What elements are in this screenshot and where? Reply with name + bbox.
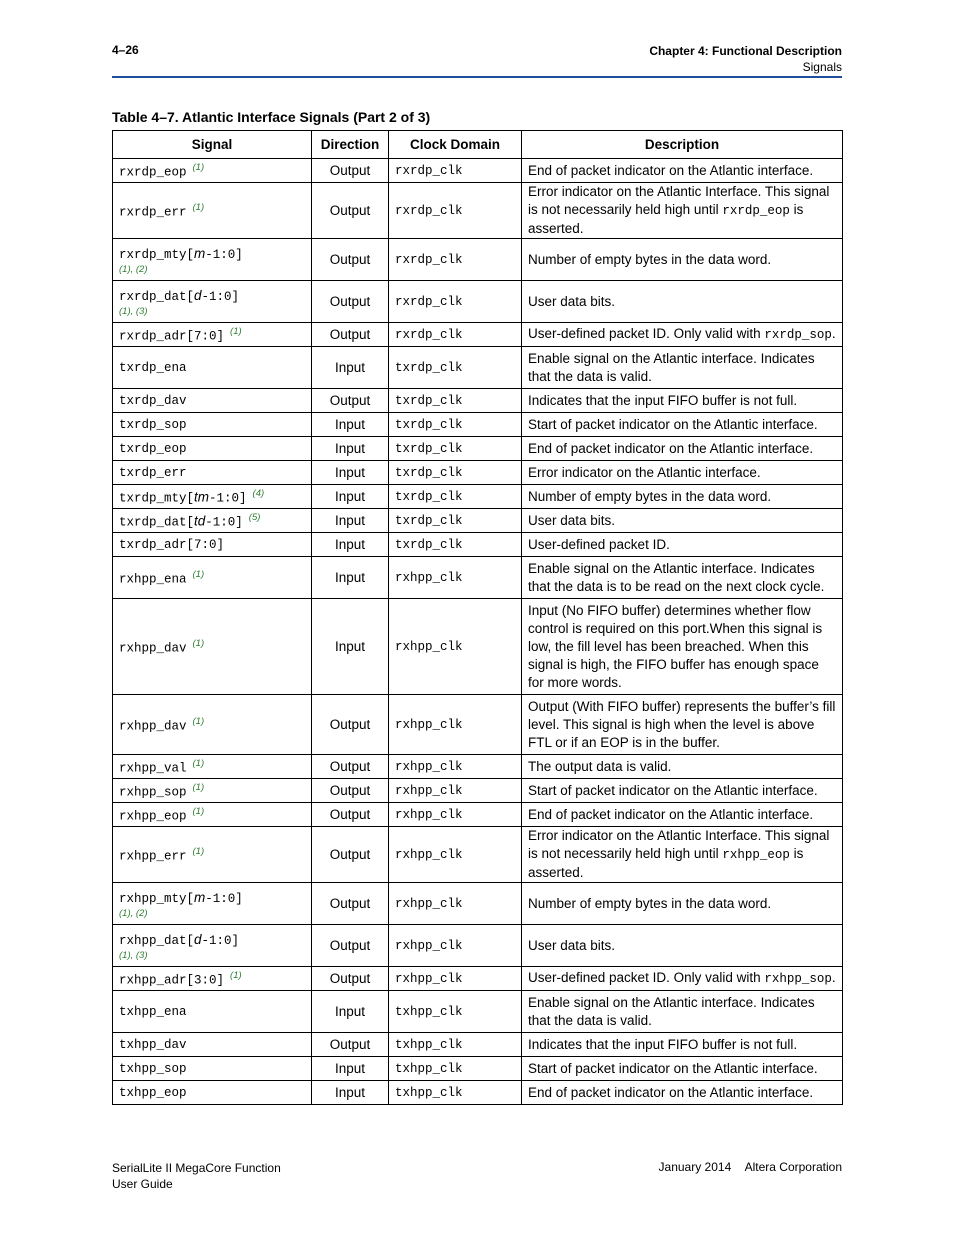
- clock-domain-cell: [389, 159, 522, 183]
- table-row: [113, 159, 843, 183]
- description-text: Input (No FIFO buffer) determines whether flow control is required on this port.When this signal is low, the fill level has been breached. When this signal is high, the FIFO buffer has enough space for more words.: [528, 602, 823, 690]
- table-caption: Table 4–7. Atlantic Interface Signals (Part 2 of 3): [112, 109, 431, 125]
- description-text: The output data is valid.: [528, 758, 672, 774]
- signal-name: txrdp_sop: [119, 418, 187, 432]
- description-code: rxhpp_sop: [764, 972, 832, 986]
- description-cell: [522, 1081, 843, 1105]
- footnote-ref: (1): [230, 326, 242, 338]
- signal-name: rxhpp_adr[3:0]: [119, 973, 225, 988]
- signal-name: rxrdp_mty[: [119, 247, 195, 262]
- description-cell: [522, 1033, 843, 1057]
- description-code: rxrdp_eop: [722, 204, 790, 218]
- signal-range: -1:0]: [201, 289, 240, 304]
- clock-domain-cell: [389, 183, 522, 239]
- description-cell: [522, 925, 843, 967]
- clock-domain-cell: [389, 755, 522, 779]
- clock-domain: rxhpp_clk: [395, 640, 463, 654]
- signals-table: [112, 130, 843, 1105]
- signal-name: txhpp_eop: [119, 1086, 187, 1100]
- description-cell: [522, 803, 843, 827]
- clock-domain-cell: [389, 485, 522, 509]
- page-number: 4–26: [112, 43, 139, 57]
- signal-cell: [113, 533, 312, 557]
- clock-domain-cell: [389, 925, 522, 967]
- footer-right: [659, 1160, 842, 1174]
- signal-name: rxhpp_dav: [119, 719, 187, 734]
- section-title: Signals: [802, 60, 842, 74]
- signal-cell: [113, 599, 312, 695]
- description-code: rxhpp_eop: [722, 848, 790, 862]
- doc-title: SerialLite II MegaCore Function: [112, 1161, 281, 1175]
- table-row: [113, 323, 843, 347]
- table-row: [113, 1081, 843, 1105]
- clock-domain: rxrdp_clk: [395, 164, 463, 178]
- description-text: Error indicator on the Atlantic interface.: [528, 464, 761, 480]
- direction-cell: Input: [312, 347, 389, 389]
- signal-cell: [113, 695, 312, 755]
- table-row: [113, 557, 843, 599]
- direction-cell: Output: [312, 695, 389, 755]
- clock-domain-cell: [389, 883, 522, 925]
- table-row: [113, 533, 843, 557]
- direction-cell: Output: [312, 803, 389, 827]
- description-cell: [522, 827, 843, 883]
- signal-cell: [113, 1081, 312, 1105]
- signal-name: txhpp_sop: [119, 1062, 187, 1076]
- description-cell: [522, 281, 843, 323]
- description-text: Enable signal on the Atlantic interface. Indicates that the data is valid.: [528, 994, 815, 1028]
- description-cell: [522, 695, 843, 755]
- table-row: [113, 967, 843, 991]
- clock-domain: rxhpp_clk: [395, 784, 463, 798]
- description-text: Indicates that the input FIFO buffer is not full.: [528, 1036, 798, 1052]
- table-row: [113, 183, 843, 239]
- description-cell: [522, 991, 843, 1033]
- table-header-row: [113, 131, 843, 159]
- direction-cell: Input: [312, 437, 389, 461]
- clock-domain: rxrdp_clk: [395, 253, 463, 267]
- clock-domain-cell: [389, 437, 522, 461]
- signal-cell: [113, 323, 312, 347]
- description-text-end: .: [831, 326, 836, 341]
- signal-range: -1:0]: [205, 891, 243, 906]
- signal-name: txhpp_ena: [119, 1005, 187, 1019]
- table-row: [113, 695, 843, 755]
- clock-domain: rxhpp_clk: [395, 848, 463, 862]
- direction-cell: Output: [312, 159, 389, 183]
- signal-cell: [113, 925, 312, 967]
- signal-width-variable: td: [194, 513, 206, 529]
- signal-cell: [113, 413, 312, 437]
- signal-name: txhpp_dav: [119, 1038, 187, 1052]
- doc-subtitle: User Guide: [112, 1177, 173, 1191]
- direction-cell: Input: [312, 1081, 389, 1105]
- table-row: [113, 509, 843, 533]
- table-row: [113, 1057, 843, 1081]
- description-text: Start of packet indicator on the Atlantic interface.: [528, 1060, 818, 1076]
- direction-cell: Input: [312, 991, 389, 1033]
- clock-domain-cell: [389, 239, 522, 281]
- clock-domain-cell: [389, 533, 522, 557]
- clock-domain-cell: [389, 1057, 522, 1081]
- direction-cell: Output: [312, 323, 389, 347]
- direction-cell: Output: [312, 755, 389, 779]
- signal-cell: [113, 883, 312, 925]
- direction-cell: Output: [312, 281, 389, 323]
- description-text: Number of empty bytes in the data word.: [528, 251, 772, 267]
- description-text: Output (With FIFO buffer) represents the buffer’s fill level. This signal is high when the level is above FTL or if an EOP is in the buffer.: [528, 698, 836, 750]
- clock-domain-cell: [389, 461, 522, 485]
- description-text: Enable signal on the Atlantic interface. Indicates that the data is to be read on the next clock cycle.: [528, 560, 825, 594]
- clock-domain: rxhpp_clk: [395, 939, 463, 953]
- table-row: [113, 461, 843, 485]
- direction-cell: Output: [312, 779, 389, 803]
- signal-range: -1:0]: [205, 515, 243, 530]
- clock-domain-cell: [389, 803, 522, 827]
- clock-domain: rxhpp_clk: [395, 972, 463, 986]
- table-row: [113, 413, 843, 437]
- description-text: User data bits.: [528, 937, 616, 953]
- description-text: User-defined packet ID.: [528, 536, 670, 552]
- signal-width-variable: d: [194, 931, 202, 947]
- signal-cell: [113, 779, 312, 803]
- clock-domain-cell: [389, 695, 522, 755]
- footnote-ref: (4): [252, 488, 265, 500]
- footnote-refs: (1), (2): [119, 907, 148, 919]
- table-row: [113, 437, 843, 461]
- signal-name: rxhpp_sop: [119, 785, 187, 800]
- table-row: [113, 1033, 843, 1057]
- clock-domain-cell: [389, 779, 522, 803]
- signal-name: rxrdp_dat[: [119, 289, 195, 304]
- signal-cell: [113, 485, 312, 509]
- description-cell: [522, 159, 843, 183]
- description-text: Number of empty bytes in the data word.: [528, 895, 772, 911]
- chapter-title: Chapter 4: Functional Description: [649, 44, 842, 58]
- table-row: [113, 779, 843, 803]
- description-text: User-defined packet ID. Only valid with: [528, 970, 765, 985]
- signal-cell: [113, 239, 312, 281]
- column-header-description: Description: [522, 131, 843, 159]
- table-row: [113, 755, 843, 779]
- signal-cell: [113, 1033, 312, 1057]
- description-text-end: is asserted.: [528, 846, 804, 880]
- description-text: End of packet indicator on the Atlantic interface.: [528, 162, 814, 178]
- clock-domain: rxhpp_clk: [395, 808, 463, 822]
- direction-cell: Input: [312, 557, 389, 599]
- description-text: Enable signal on the Atlantic interface. Indicates that the data is valid.: [528, 350, 815, 384]
- clock-domain-cell: [389, 1081, 522, 1105]
- signal-cell: [113, 347, 312, 389]
- company-name: Altera Corporation: [744, 1160, 842, 1174]
- clock-domain-cell: [389, 991, 522, 1033]
- description-cell: [522, 239, 843, 281]
- description-cell: [522, 557, 843, 599]
- direction-cell: Input: [312, 413, 389, 437]
- description-text: Start of packet indicator on the Atlantic interface.: [528, 416, 818, 432]
- signal-range: -1:0]: [201, 933, 240, 948]
- direction-cell: Output: [312, 883, 389, 925]
- description-text: Error indicator on the Atlantic Interface. This signal is not necessarily held high until: [528, 184, 830, 217]
- direction-cell: Output: [312, 239, 389, 281]
- signal-cell: [113, 437, 312, 461]
- table-row: [113, 925, 843, 967]
- description-text: Start of packet indicator on the Atlantic interface.: [528, 782, 818, 798]
- signal-width-variable: tm: [194, 489, 210, 505]
- signal-name: txrdp_err: [119, 466, 187, 480]
- signal-name: rxhpp_dav: [119, 641, 187, 656]
- table-row: [113, 389, 843, 413]
- description-text: Number of empty bytes in the data word.: [528, 488, 772, 504]
- footnote-ref: (1): [230, 970, 242, 982]
- clock-domain: txhpp_clk: [395, 1086, 463, 1100]
- column-header-signal: Signal: [113, 131, 312, 159]
- signal-name: txrdp_dav: [119, 394, 187, 408]
- description-text: End of packet indicator on the Atlantic interface.: [528, 806, 814, 822]
- signal-name: txrdp_mty[: [119, 491, 195, 506]
- signal-cell: [113, 967, 312, 991]
- direction-cell: Input: [312, 533, 389, 557]
- signal-range: -1:0]: [205, 247, 243, 262]
- direction-cell: Input: [312, 509, 389, 533]
- clock-domain: txrdp_clk: [395, 466, 463, 480]
- signal-cell: [113, 461, 312, 485]
- description-cell: [522, 509, 843, 533]
- description-text: End of packet indicator on the Atlantic interface.: [528, 1084, 814, 1100]
- description-cell: [522, 755, 843, 779]
- table-body: [113, 159, 843, 1105]
- clock-domain: rxhpp_clk: [395, 897, 463, 911]
- footnote-refs: (1), (3): [119, 305, 148, 317]
- clock-domain-cell: [389, 1033, 522, 1057]
- description-cell: [522, 967, 843, 991]
- clock-domain: txrdp_clk: [395, 418, 463, 432]
- column-header-clock-domain: Clock Domain: [389, 131, 522, 159]
- signal-cell: [113, 281, 312, 323]
- table-row: [113, 347, 843, 389]
- description-text: Indicates that the input FIFO buffer is not full.: [528, 392, 798, 408]
- doc-date: January 2014: [658, 1160, 732, 1174]
- footnote-ref: (1): [192, 846, 205, 858]
- direction-cell: Output: [312, 967, 389, 991]
- description-cell: [522, 533, 843, 557]
- clock-domain-cell: [389, 323, 522, 347]
- signal-cell: [113, 159, 312, 183]
- clock-domain: txhpp_clk: [395, 1062, 463, 1076]
- footer-left: [112, 1160, 281, 1192]
- signal-width-variable: m: [194, 889, 206, 905]
- direction-cell: Output: [312, 183, 389, 239]
- signal-name: txrdp_ena: [119, 361, 187, 375]
- clock-domain-cell: [389, 967, 522, 991]
- signal-name: txrdp_adr[7:0]: [119, 538, 225, 552]
- clock-domain: rxrdp_clk: [395, 328, 463, 342]
- signal-name: txrdp_eop: [119, 442, 187, 456]
- signal-cell: [113, 509, 312, 533]
- description-cell: [522, 485, 843, 509]
- signal-name: rxhpp_ena: [119, 572, 187, 587]
- signal-cell: [113, 991, 312, 1033]
- footnote-ref: (5): [248, 512, 261, 524]
- clock-domain: rxrdp_clk: [395, 204, 463, 218]
- description-cell: [522, 437, 843, 461]
- description-cell: [522, 323, 843, 347]
- footnote-ref: (1): [192, 569, 205, 581]
- description-text-end: .: [831, 970, 836, 985]
- signal-cell: [113, 827, 312, 883]
- clock-domain: rxhpp_clk: [395, 718, 463, 732]
- footnote-ref: (1): [192, 716, 205, 728]
- signal-name: rxhpp_mty[: [119, 891, 195, 906]
- header-rule: [112, 76, 842, 78]
- signal-name: rxrdp_adr[7:0]: [119, 329, 225, 344]
- signal-name: rxhpp_err: [119, 849, 187, 864]
- table-row: [113, 827, 843, 883]
- footnote-ref: (1): [192, 162, 205, 174]
- table-row: [113, 485, 843, 509]
- description-cell: [522, 389, 843, 413]
- clock-domain-cell: [389, 413, 522, 437]
- signal-cell: [113, 389, 312, 413]
- clock-domain-cell: [389, 347, 522, 389]
- direction-cell: Output: [312, 389, 389, 413]
- signal-width-variable: m: [194, 245, 206, 261]
- signal-cell: [113, 557, 312, 599]
- table-row: [113, 991, 843, 1033]
- direction-cell: Output: [312, 925, 389, 967]
- clock-domain: txhpp_clk: [395, 1005, 463, 1019]
- direction-cell: Input: [312, 599, 389, 695]
- description-code: rxrdp_sop: [764, 328, 832, 342]
- signal-name: rxhpp_dat[: [119, 933, 195, 948]
- table-row: [113, 599, 843, 695]
- direction-cell: Output: [312, 1033, 389, 1057]
- table-row: [113, 239, 843, 281]
- signal-name: rxrdp_err: [119, 205, 187, 220]
- clock-domain: rxrdp_clk: [395, 295, 463, 309]
- table-row: [113, 281, 843, 323]
- clock-domain-cell: [389, 281, 522, 323]
- description-cell: [522, 883, 843, 925]
- clock-domain-cell: [389, 599, 522, 695]
- description-text: User data bits.: [528, 512, 616, 528]
- clock-domain: txrdp_clk: [395, 514, 463, 528]
- clock-domain-cell: [389, 827, 522, 883]
- footnote-refs: (1), (2): [119, 263, 148, 275]
- signal-cell: [113, 755, 312, 779]
- clock-domain-cell: [389, 509, 522, 533]
- footnote-ref: (1): [192, 782, 205, 794]
- clock-domain: rxhpp_clk: [395, 571, 463, 585]
- column-header-direction: Direction: [312, 131, 389, 159]
- direction-cell: Input: [312, 485, 389, 509]
- description-cell: [522, 413, 843, 437]
- description-text: User data bits.: [528, 293, 616, 309]
- description-text: Error indicator on the Atlantic Interface. This signal is not necessarily held high until: [528, 828, 830, 861]
- clock-domain-cell: [389, 389, 522, 413]
- signal-name: rxhpp_eop: [119, 809, 187, 824]
- signal-width-variable: d: [194, 287, 202, 303]
- clock-domain: rxhpp_clk: [395, 760, 463, 774]
- clock-domain: txrdp_clk: [395, 538, 463, 552]
- footnote-refs: (1), (3): [119, 949, 148, 961]
- description-cell: [522, 1057, 843, 1081]
- signal-name: rxrdp_eop: [119, 165, 187, 180]
- signal-cell: [113, 803, 312, 827]
- running-header: [649, 43, 842, 75]
- description-text: End of packet indicator on the Atlantic interface.: [528, 440, 814, 456]
- description-cell: [522, 461, 843, 485]
- footnote-ref: (1): [192, 806, 205, 818]
- table-row: [113, 803, 843, 827]
- direction-cell: Input: [312, 1057, 389, 1081]
- description-cell: [522, 347, 843, 389]
- description-text: User-defined packet ID. Only valid with: [528, 326, 765, 341]
- direction-cell: Output: [312, 827, 389, 883]
- signal-name: txrdp_dat[: [119, 515, 195, 530]
- table-row: [113, 883, 843, 925]
- clock-domain: txhpp_clk: [395, 1038, 463, 1052]
- signal-cell: [113, 1057, 312, 1081]
- description-cell: [522, 599, 843, 695]
- footnote-ref: (1): [192, 638, 205, 650]
- clock-domain: txrdp_clk: [395, 361, 463, 375]
- direction-cell: Input: [312, 461, 389, 485]
- clock-domain: txrdp_clk: [395, 490, 463, 504]
- description-cell: [522, 183, 843, 239]
- description-cell: [522, 779, 843, 803]
- description-text-end: is asserted.: [528, 202, 804, 236]
- signal-cell: [113, 183, 312, 239]
- footnote-ref: (1): [192, 202, 205, 214]
- clock-domain: txrdp_clk: [395, 394, 463, 408]
- signal-name: rxhpp_val: [119, 761, 187, 776]
- clock-domain-cell: [389, 557, 522, 599]
- footnote-ref: (1): [192, 758, 205, 770]
- clock-domain: txrdp_clk: [395, 442, 463, 456]
- signal-range: -1:0]: [209, 491, 247, 506]
